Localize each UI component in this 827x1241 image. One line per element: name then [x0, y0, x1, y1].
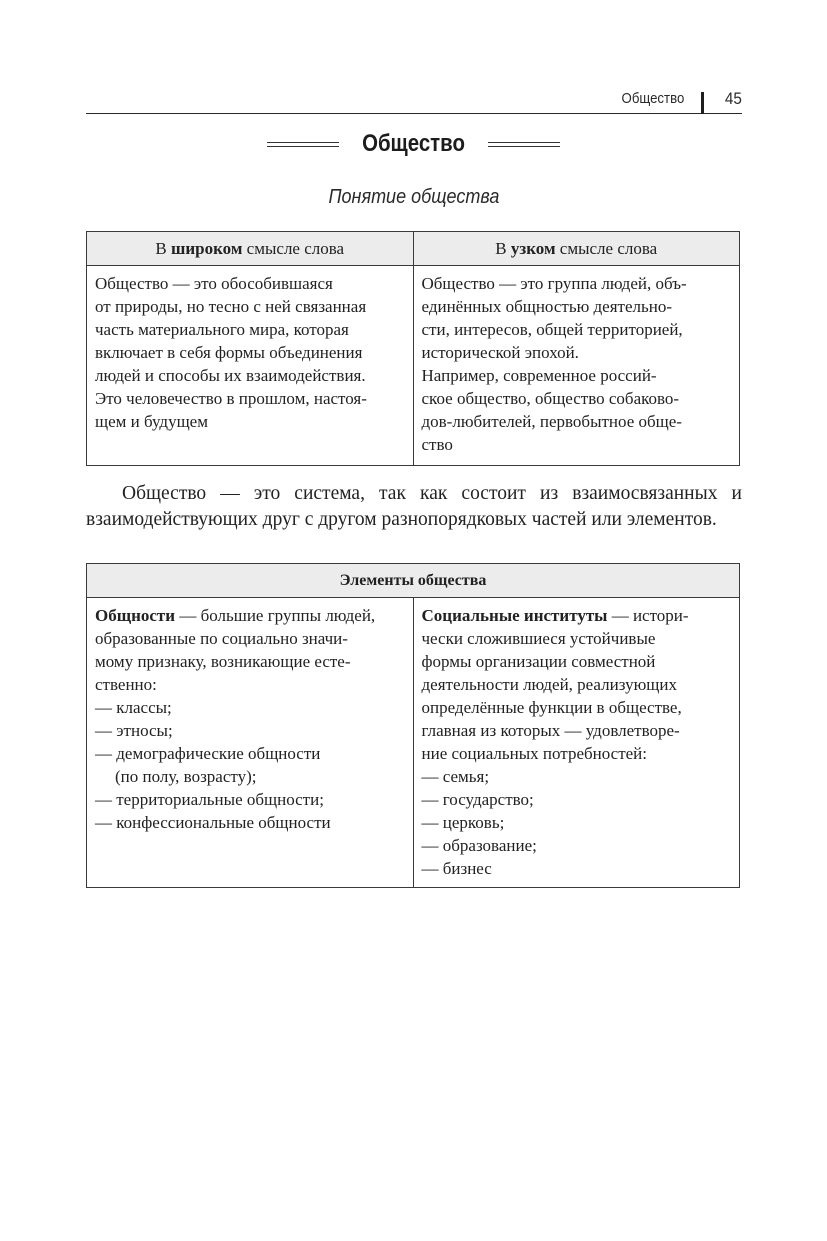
header-suffix: смысле слова — [555, 238, 658, 258]
section-title — [0, 186, 827, 209]
term-social-institutions: Социальные институты — [421, 606, 608, 625]
cell-broad-definition — [87, 266, 414, 466]
term-communities: Общности — [95, 606, 176, 625]
list-item: — бизнес — [421, 859, 492, 878]
body-paragraph: Общество — это система, так как состоит из взаимосвязанных и взаимодействующих друг с другом разнопорядковых частей или элементов. — [86, 483, 742, 530]
text-line: чески сложившиеся устойчивые — [421, 629, 656, 648]
text-line: людей и способы их взаимодействия. — [95, 366, 366, 385]
running-head — [86, 86, 742, 114]
header-bold: широком — [170, 238, 243, 258]
chapter-title: Общество — [362, 130, 465, 157]
running-head-title: Общество — [621, 90, 684, 107]
decorative-rule-left — [267, 142, 339, 147]
elements-header: Элементы общества — [87, 564, 740, 598]
header-broad — [87, 232, 414, 266]
text-line: главная из которых — удовлетворе- — [421, 721, 680, 740]
text-line: ние социальных потребностей: — [421, 744, 647, 763]
text-line: Общество — это группа людей, объ- — [421, 274, 687, 293]
text-line: от природы, но тесно с ней связанная — [95, 297, 367, 316]
text-line: — истори- — [607, 606, 689, 625]
text-line: щем и будущем — [95, 412, 208, 431]
list-item: — демографические общности — [95, 744, 321, 763]
list-item: — этносы; — [95, 721, 173, 740]
text-line: Это человечество в прошлом, настоя- — [95, 389, 367, 408]
text-line: определённые функции в обществе, — [421, 698, 682, 717]
definition-first-line — [422, 604, 732, 627]
text-line: деятельности людей, реализующих — [421, 675, 677, 694]
list-item: — государство; — [421, 790, 534, 809]
chapter-heading — [0, 130, 827, 158]
list-item: — церковь; — [421, 813, 505, 832]
list-item: — классы; — [95, 698, 172, 717]
text-line: ское общество, общество собаково- — [421, 389, 680, 408]
list-item-continuation: (по полу, возрасту); — [115, 767, 257, 786]
decorative-rule-right — [488, 142, 560, 147]
cell-communities — [87, 598, 414, 888]
running-head-divider — [701, 92, 704, 114]
list-item: — территориальные общности; — [95, 790, 324, 809]
header-prefix: В — [155, 238, 171, 258]
header-bold: узком — [510, 238, 556, 258]
cell-narrow-definition — [413, 266, 740, 466]
text-line: исторической эпохой. — [421, 343, 579, 362]
concept-table — [86, 231, 740, 466]
list-item: — семья; — [421, 767, 490, 786]
text-line: — большие группы людей, — [175, 606, 376, 625]
cell-social-institutions — [413, 598, 740, 888]
list-item: — конфессиональные общности — [95, 813, 331, 832]
elements-table — [86, 563, 740, 888]
header-suffix: смысле слова — [242, 238, 345, 258]
text-line: Например, современное россий- — [421, 366, 657, 385]
text-line: единённых общностью деятельно- — [421, 297, 673, 316]
list-item: — образование; — [421, 836, 537, 855]
text-line: включает в себя формы объединения — [95, 343, 363, 362]
text-line: образованные по социально значи- — [95, 629, 348, 648]
text-line: ство — [421, 435, 453, 454]
text-line: Общество — это обособившаяся — [95, 274, 333, 293]
text-line: сти, интересов, общей территорией, — [421, 320, 683, 339]
page-number: 45 — [724, 89, 742, 108]
definition-first-line — [95, 604, 405, 627]
header-prefix: В — [495, 238, 511, 258]
text-line: дов-любителей, первобытное обще- — [421, 412, 682, 431]
text-line: формы организации совместной — [421, 652, 656, 671]
text-line: мому признаку, возникающие есте- — [95, 652, 351, 671]
header-narrow — [413, 232, 740, 266]
text-line: часть материального мира, которая — [95, 320, 349, 339]
text-line: ственно: — [95, 675, 157, 694]
section-title-text: Понятие общества — [328, 186, 499, 208]
